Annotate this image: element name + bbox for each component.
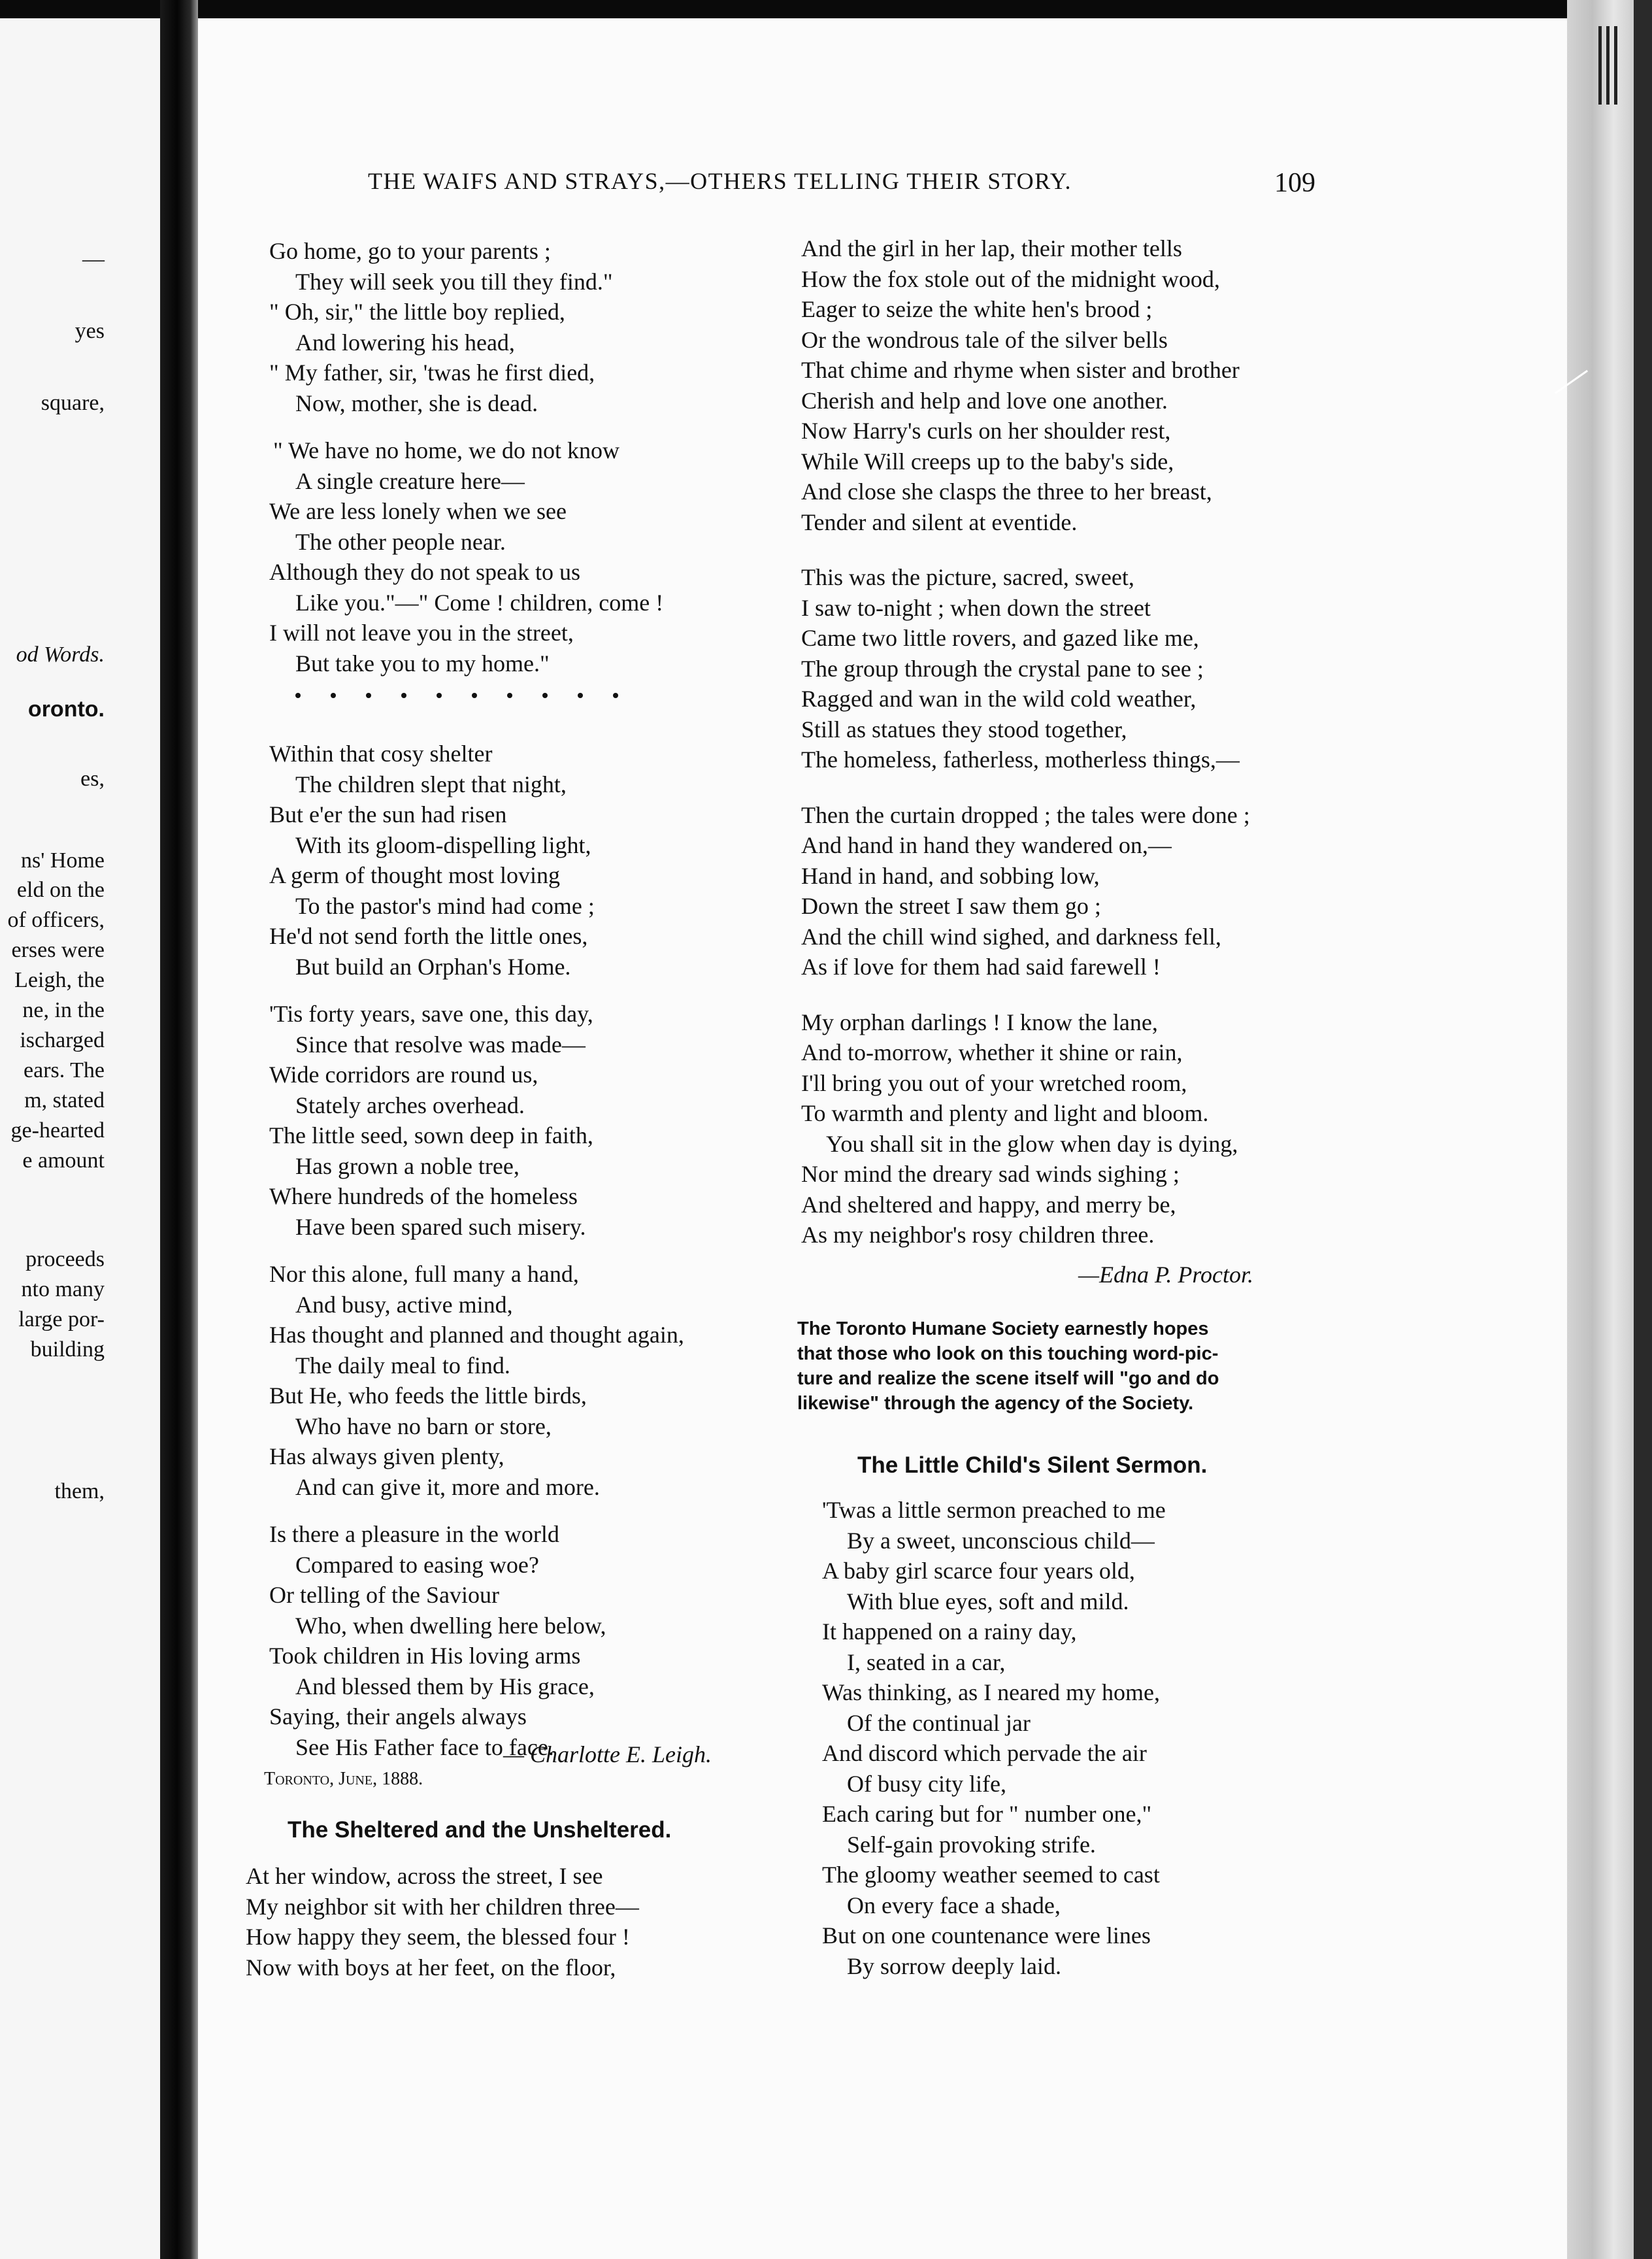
society-note-line: ture and realize the scene itself will "go and do [797, 1368, 1219, 1389]
poem-line: We are less lonely when we see [269, 498, 567, 524]
poem-line: Was thinking, as I neared my home, [822, 1679, 1160, 1705]
facing-page-fragment: nto many [21, 1277, 105, 1301]
poem-line: Saying, their angels always [269, 1703, 527, 1730]
poem-line: They will seek you till they find." [295, 268, 613, 295]
ellipsis-dot [295, 693, 301, 698]
poem-line: To warmth and plenty and light and bloom. [801, 1100, 1209, 1126]
facing-page-fragment: eld on the [16, 878, 105, 902]
facing-page-fragment: es, [80, 767, 105, 791]
ellipsis-dot [331, 693, 336, 698]
poem-line: Tender and silent at eventide. [801, 509, 1078, 535]
facing-page-fragment: large por- [18, 1307, 105, 1331]
poem-line: Since that resolve was made— [295, 1031, 586, 1058]
poem-line: It happened on a rainy day, [822, 1618, 1077, 1645]
poem-line: Nor mind the dreary sad winds sighing ; [801, 1161, 1180, 1187]
poem-line: Has thought and planned and thought again, [269, 1322, 684, 1348]
poem-line: Where hundreds of the homeless [269, 1183, 578, 1209]
poem-line: I, seated in a car, [847, 1648, 1006, 1675]
poem-line: See His Father face to face. [295, 1733, 554, 1760]
poem-line: Came two little rovers, and gazed like me, [801, 625, 1199, 651]
poem-line: Has always given plenty, [269, 1443, 504, 1469]
book-spine-shadow [160, 0, 198, 2259]
society-note-line: The Toronto Humane Society earnestly hopes [797, 1318, 1209, 1339]
poem-line: Who have no barn or store, [295, 1413, 552, 1439]
facing-page-fragment: od Words. [16, 643, 105, 667]
poem-line: On every face a shade, [847, 1892, 1061, 1918]
poem-line: Stately arches overhead. [295, 1092, 525, 1118]
facing-page-fragment: square, [41, 391, 105, 415]
edge-mark [1606, 26, 1610, 105]
poem-line: And blessed them by His grace, [295, 1673, 595, 1699]
poem-line: Self-gain provoking strife. [847, 1831, 1096, 1858]
poem-line: While Will creeps up to the baby's side, [801, 448, 1174, 475]
poem-line: Ragged and wan in the wild cold weather, [801, 686, 1197, 712]
ellipsis-dot [578, 693, 583, 698]
facing-page-fragment: ears. The [24, 1058, 105, 1082]
poem-line: Within that cosy shelter [269, 741, 493, 767]
poem-line: Has grown a noble tree, [295, 1152, 520, 1179]
poem-line: And close she clasps the three to her breast, [801, 478, 1212, 505]
dateline: Toronto, June, 1888. [264, 1769, 423, 1789]
poem-line: He'd not send forth the little ones, [269, 923, 588, 949]
poem-line: Who, when dwelling here below, [295, 1612, 606, 1639]
facing-page-fragment: ischarged [20, 1028, 105, 1052]
facing-page-fragment: ne, in the [22, 998, 105, 1022]
edge-mark [1614, 26, 1617, 105]
poem-line: But take you to my home." [295, 650, 550, 677]
poem-line: Now with boys at her feet, on the floor, [246, 1954, 616, 1981]
poem-line: Like you."—" Come ! children, come ! [295, 589, 664, 616]
poem-line: Then the curtain dropped ; the tales were done ; [801, 801, 1250, 828]
poem-line: 'Tis forty years, save one, this day, [269, 1001, 593, 1027]
facing-page-fragment: m, stated [24, 1088, 105, 1113]
poem-line: Have been spared such misery. [295, 1213, 586, 1240]
poem-line: Wide corridors are round us, [269, 1062, 538, 1088]
poem-line: Or the wondrous tale of the silver bells [801, 326, 1168, 353]
poem-line: Down the street I saw them go ; [801, 893, 1101, 919]
poem-line: You shall sit in the glow when day is dying, [826, 1130, 1238, 1157]
facing-page-fragment: — [82, 247, 105, 271]
facing-page-fragment: ge-hearted [10, 1118, 105, 1143]
poem-line: Eager to seize the white hen's brood ; [801, 296, 1153, 322]
poem-line: But e'er the sun had risen [269, 801, 507, 828]
poem-line: At her window, across the street, I see [246, 1863, 603, 1889]
poem-line: But build an Orphan's Home. [295, 953, 571, 980]
poem-line: And hand in hand they wandered on,— [801, 832, 1172, 858]
facing-page-fragment: Leigh, the [14, 968, 105, 992]
facing-page-fragment: oronto. [27, 697, 105, 722]
poem-line: Now Harry's curls on her shoulder rest, [801, 418, 1171, 444]
signature: — Charlotte E. Leigh. [503, 1741, 712, 1767]
poem-line: My neighbor sit with her children three— [246, 1893, 639, 1920]
running-header: THE WAIFS AND STRAYS,—OTHERS TELLING THEIR STORY. [368, 168, 1072, 194]
scan-top-border [0, 0, 1652, 18]
poem-line: A baby girl scarce four years old, [822, 1558, 1135, 1584]
ellipsis-dot [542, 693, 548, 698]
poem-line: By a sweet, unconscious child— [847, 1527, 1155, 1554]
poem-line: The homeless, fatherless, motherless things,— [801, 746, 1240, 773]
poem-line: Of busy city life, [847, 1770, 1006, 1797]
poem-line: With its gloom-dispelling light, [295, 831, 591, 858]
poem-line: Go home, go to your parents ; [269, 238, 551, 264]
poem-line: My orphan darlings ! I know the lane, [801, 1009, 1158, 1035]
facing-page-fragment: proceeds [25, 1247, 105, 1271]
ellipsis-dot [366, 693, 371, 698]
poem-line: Took children in His loving arms [269, 1643, 581, 1669]
poem-line: By sorrow deeply laid. [847, 1952, 1061, 1979]
poem-line: Although they do not speak to us [269, 559, 580, 585]
poem-line: How the fox stole out of the midnight wood, [801, 265, 1220, 292]
facing-page-fragment: ns' Home [21, 848, 105, 873]
section-heading: The Sheltered and the Unsheltered. [288, 1817, 672, 1843]
facing-page-fragment: yes [74, 319, 105, 343]
ellipsis-dot [613, 693, 618, 698]
edge-mark [1598, 26, 1602, 105]
poem-line: And lowering his head, [295, 329, 515, 356]
poem-line: The gloomy weather seemed to cast [822, 1862, 1160, 1888]
poem-line: Compared to easing woe? [295, 1551, 539, 1578]
poem-line: I'll bring you out of your wretched room, [801, 1069, 1187, 1096]
poem-line: The group through the crystal pane to see ; [801, 655, 1204, 682]
poem-line: How happy they seem, the blessed four ! [246, 1924, 630, 1950]
poem-line: The other people near. [295, 528, 506, 555]
poem-line: The daily meal to find. [295, 1352, 510, 1379]
signature: —Edna P. Proctor. [1078, 1262, 1254, 1288]
poem-line: Of the continual jar [847, 1709, 1031, 1736]
facing-page-fragment: of officers, [7, 908, 105, 932]
poem-line: A germ of thought most loving [269, 862, 560, 888]
poem-line: Or telling of the Saviour [269, 1582, 499, 1608]
section-heading: The Little Child's Silent Sermon. [857, 1452, 1208, 1478]
poem-line: Still as statues they stood together, [801, 716, 1127, 743]
poem-line: And sheltered and happy, and merry be, [801, 1191, 1176, 1218]
facing-page-fragment: building [30, 1337, 105, 1362]
facing-page-fragment: them, [54, 1479, 105, 1503]
scan-right-border [1634, 0, 1652, 2259]
poem-line: This was the picture, sacred, sweet, [801, 564, 1134, 590]
society-note-line: likewise" through the agency of the Society. [797, 1393, 1194, 1414]
poem-line: The children slept that night, [295, 771, 567, 797]
ellipsis-dot [507, 693, 512, 698]
poem-line: Each caring but for " number one," [822, 1801, 1152, 1827]
poem-line: With blue eyes, soft and mild. [847, 1588, 1129, 1615]
poem-line: Hand in hand, and sobbing low, [801, 862, 1100, 889]
poem-line: " We have no home, we do not know [273, 437, 620, 463]
poem-line: " Oh, sir," the little boy replied, [269, 299, 565, 325]
poem-line: And the girl in her lap, their mother tells [801, 235, 1182, 261]
poem-line: To the pastor's mind had come ; [295, 892, 595, 919]
facing-page-fragment: e amount [22, 1148, 105, 1173]
poem-line: I will not leave you in the street, [269, 620, 574, 646]
poem-line: But He, who feeds the little birds, [269, 1382, 587, 1409]
poem-line: But on one countenance were lines [822, 1922, 1151, 1949]
poem-line: 'Twas a little sermon preached to me [822, 1497, 1166, 1523]
poem-line: And discord which pervade the air [822, 1740, 1147, 1766]
facing-page-fragment: erses were [11, 938, 105, 962]
society-note-line: that those who look on this touching word-pic- [797, 1343, 1219, 1364]
poem-line: Now, mother, she is dead. [295, 390, 538, 416]
poem-line: The little seed, sown deep in faith, [269, 1122, 593, 1148]
poem-line: And can give it, more and more. [295, 1473, 600, 1500]
poem-line: I saw to-night ; when down the street [801, 594, 1151, 621]
poem-line: Cherish and help and love one another. [801, 387, 1168, 414]
poem-line: Nor this alone, full many a hand, [269, 1261, 579, 1287]
poem-line: And to-morrow, whether it shine or rain, [801, 1039, 1183, 1065]
poem-line: " My father, sir, 'twas he first died, [269, 360, 595, 386]
page-number: 109 [1274, 168, 1315, 198]
poem-line: That chime and rhyme when sister and brother [801, 357, 1240, 383]
poem-line: As if love for them had said farewell ! [801, 954, 1161, 980]
poem-line: A single creature here— [295, 467, 525, 494]
ellipsis-dot [401, 693, 406, 698]
poem-line: Is there a pleasure in the world [269, 1521, 559, 1547]
poem-line: And busy, active mind, [295, 1291, 513, 1318]
poem-line: As my neighbor's rosy children three. [801, 1222, 1155, 1248]
poem-line: And the chill wind sighed, and darkness fell, [801, 923, 1221, 950]
ellipsis-dot [437, 693, 442, 698]
ellipsis-dot [472, 693, 477, 698]
